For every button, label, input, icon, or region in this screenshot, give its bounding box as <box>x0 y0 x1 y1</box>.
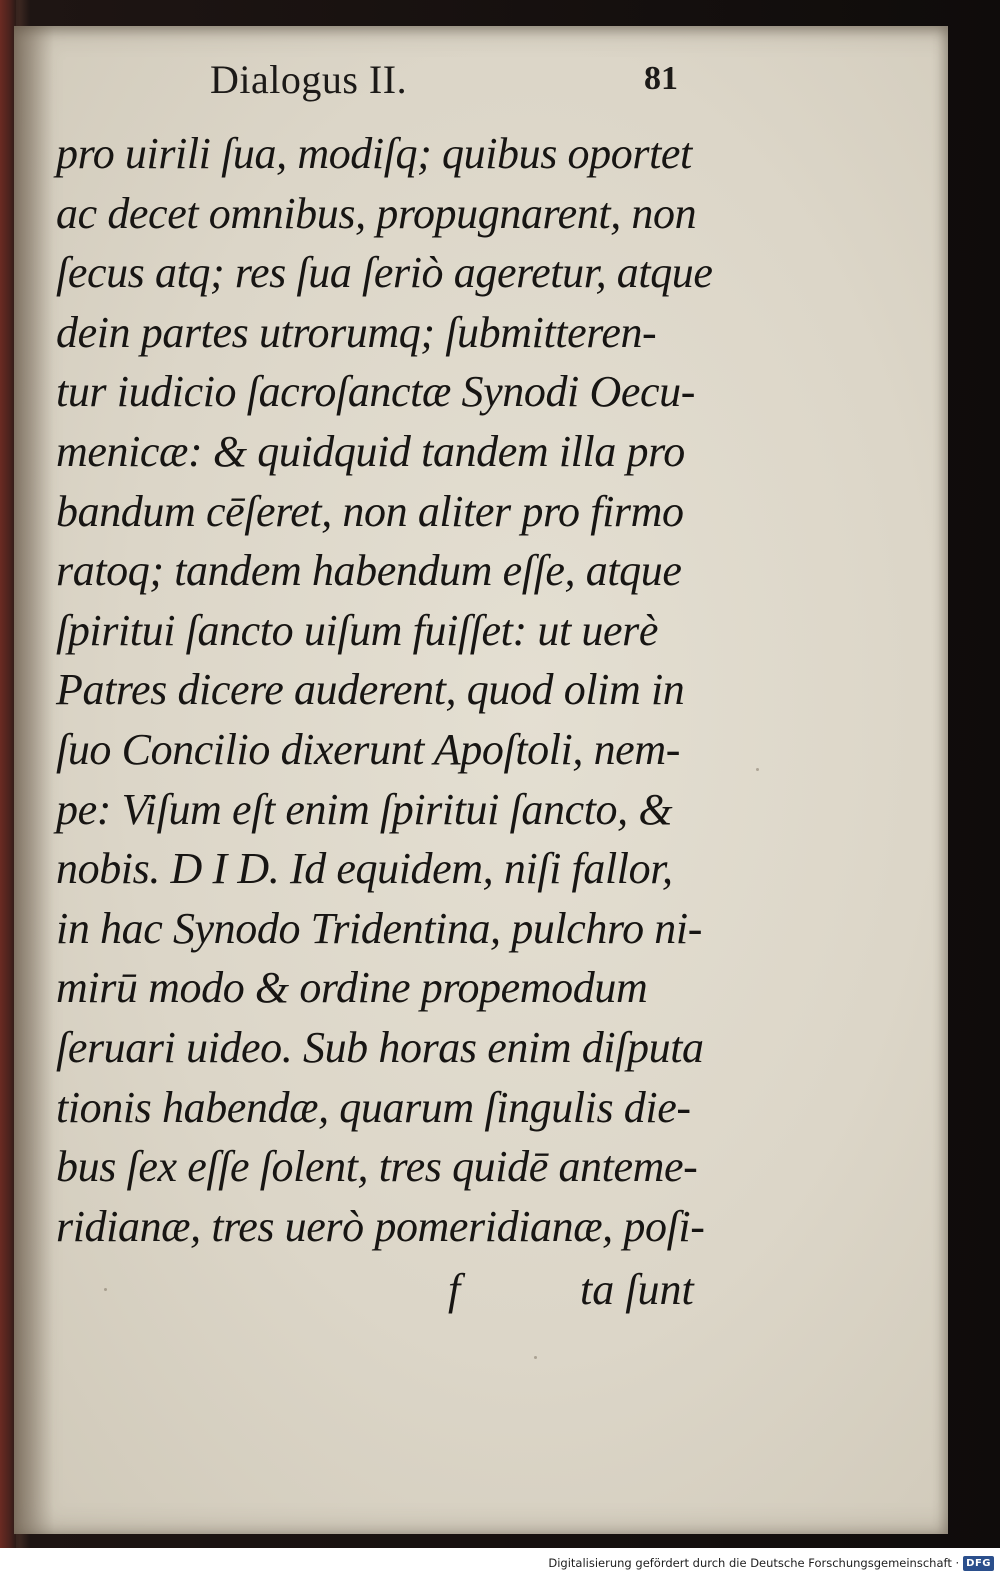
digitization-credit <box>548 1553 994 1573</box>
text-line: pe: Viſum eſt enim ſpiritui ſancto, & <box>56 784 673 834</box>
catchword: ta ſunt <box>580 1265 694 1314</box>
text-line: bus ſex eſſe ſolent, tres quidē anteme- <box>56 1142 698 1192</box>
book-page <box>14 26 948 1534</box>
paper-speck <box>756 768 759 771</box>
page-number: 81 <box>644 60 678 97</box>
text-line: ratoq; tandem habendum eſſe, atque <box>56 546 682 596</box>
dfg-logo-icon: DFG <box>963 1556 994 1571</box>
text-line: ac decet omnibus, propugnarent, non <box>56 188 697 238</box>
text-block <box>56 124 716 1256</box>
text-line: pro uirili ſua, modiſq; quibus oportet <box>56 129 692 178</box>
text-line: menicæ: & quidquid tandem illa pro <box>56 426 685 476</box>
paper-speck <box>104 1288 107 1291</box>
signature-mark: f <box>448 1265 461 1314</box>
text-line: ſpiritui ſancto uiſum fuiſſet: ut uerè <box>56 605 658 655</box>
text-line: Patres dicere auderent, quod olim in <box>56 665 685 715</box>
text-line: tionis habendæ, quarum ſingulis die- <box>56 1082 691 1132</box>
text-line: ſeruari uideo. Sub horas enim diſputa <box>56 1022 704 1072</box>
text-line: mirū modo & ordine propemodum <box>56 963 648 1013</box>
running-head: Dialogus II. <box>210 57 408 102</box>
paper-speck <box>534 1356 537 1359</box>
page-foot <box>14 1264 948 1324</box>
text-line: ſecus atq; res ſua ſeriò ageretur, atque <box>56 248 713 298</box>
text-line: bandum cēſeret, non aliter pro firmo <box>56 486 684 536</box>
text-line: ridianæ, tres uerò pomeridianæ, poſi- <box>56 1201 705 1251</box>
text-line: ſuo Concilio dixerunt Apoſtoli, nem- <box>56 724 680 774</box>
text-line: in hac Synodo Tridentina, pulchro ni- <box>56 903 702 953</box>
text-line: nobis. D I D. Id equidem, niſi fallor, <box>56 844 673 894</box>
credit-text: Digitalisierung gefördert durch die Deutsche Forschungsgemeinschaft · <box>548 1556 960 1570</box>
page-header <box>14 26 948 126</box>
text-line: tur iudicio ſacroſanctæ Synodi Oecu- <box>56 367 695 417</box>
text-line: dein partes utrorumq; ſubmitteren- <box>56 307 657 357</box>
